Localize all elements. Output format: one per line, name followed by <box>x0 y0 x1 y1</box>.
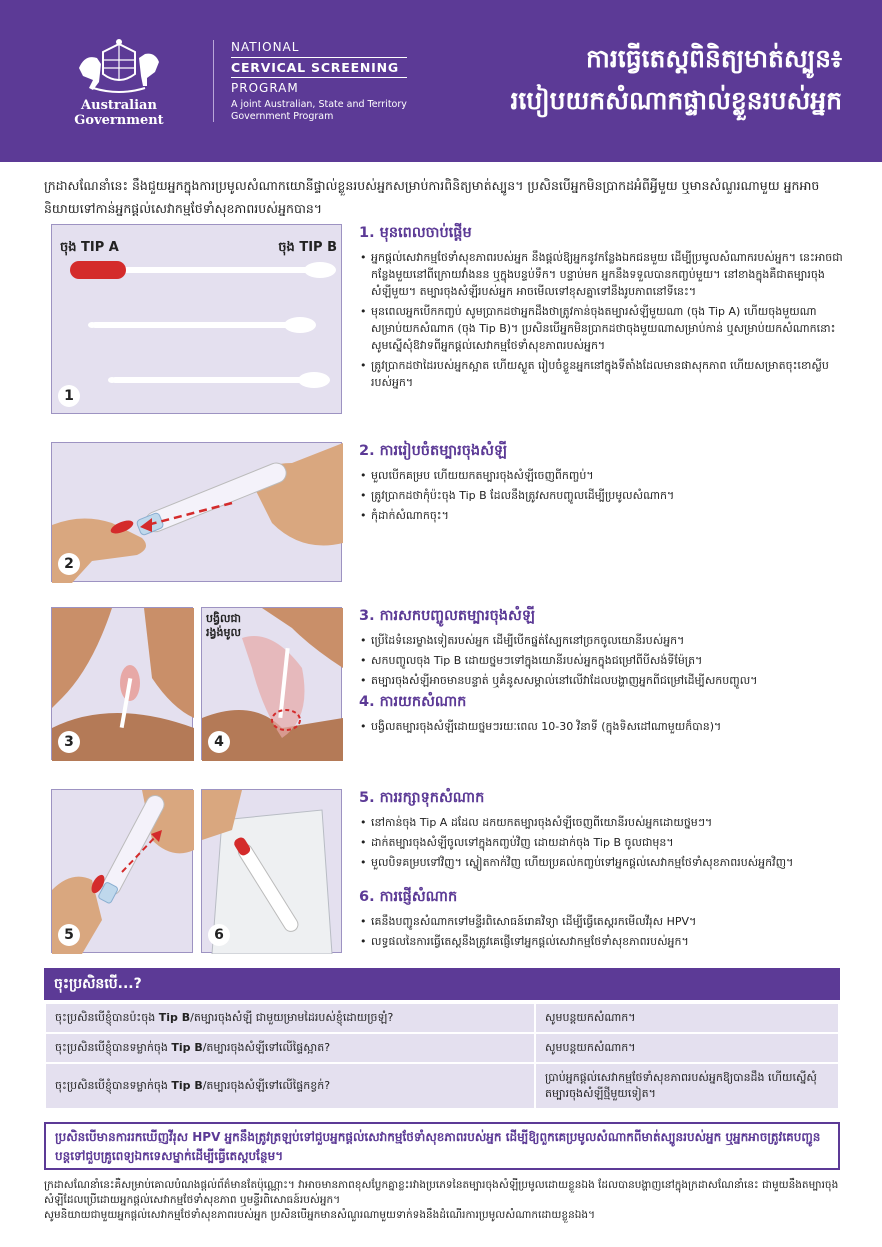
bullet-item: • មុនពេលអ្នកបើកកញ្ចប់ សូមប្រាកដថាអ្នកដឹងថាត្រូវកាន់ចុងតម្បារសំឡីមួយណា (ចុង Tip A) ហើយចុងមួយណាសម្រាប់យកសំណាក (ចុង Tip B)។ ប្រសិនបើអ្នកមិនប្រាកដថាចុងមួយណាសម្រាប់កាន់ ឬសម្រាប់យកសំណាកនោះ សូមស្នើសុំឱវាទពីអ្នកផ្ដល់សេវាកម្មថែទាំសុខភាពរបស់អ្នក។ <box>359 303 843 354</box>
bullet-item: • មួលបើកគម្រប ហើយយកតម្បារចុងសំឡីចេញពីកញ្ចប់។ <box>359 467 843 484</box>
bullet-item: • តម្បារចុងសំឡីអាចមានបន្ទាត់ ឬគំនូសសម្គាល់នៅលើវាដែលបង្ហាញអ្នកពីជម្រៅដើម្បីសកបញ្ចូល។ <box>359 672 843 689</box>
question-text: ចុះប្រសិនបើខ្ញុំបានប៉ះចុង <box>55 1011 159 1024</box>
bullet-item: • ដាក់តម្បារចុងសំឡីចូលទៅក្នុងកញ្ចប់វិញ ដោយដាក់ចុង Tip B ចូលជាមុន។ <box>359 834 843 851</box>
bullet-list <box>359 913 843 950</box>
section-title: 2. ការរៀបចំតម្បារចុងសំឡី <box>359 443 508 459</box>
footer-line1: ក្រដាសណែនាំនេះគឺសម្រាប់គោលបំណងផ្ដល់ព័ត៌មានតែប៉ុណ្ណោះ។ វាអាចមានភាពខុសប្លែកគ្នាខ្លះរវាងប្រភេទនៃតម្បារចុងសំឡីប្រមូលដោយខ្លួនឯង ដែលបានបង្ហាញនៅក្នុងក្រដាសណែនាំនេះ ជាមួយនឹងតម្បារចុងសំឡីដែលប្រើដោយអ្នកផ្ដល់សេវាកម្មថែទាំសុខភាព ឬមន្ទីរពិសោធន៍របស់អ្នក។ <box>44 1179 839 1206</box>
illustration-bag <box>201 789 342 953</box>
section-store-sample <box>359 789 843 874</box>
program-line-cervical: CERVICAL SCREENING <box>231 57 407 78</box>
section-send-sample <box>359 888 843 953</box>
page-title <box>510 38 842 122</box>
swab-plain <box>88 317 316 333</box>
program-joint-line2: Government Program <box>231 111 334 122</box>
section-title: 3. ការសកបញ្ចូលតម្បារចុងសំឡី <box>359 608 535 624</box>
table-row <box>45 1063 839 1109</box>
section-before-start <box>359 224 843 394</box>
bullet-item: • លទ្ធផលនៃការធ្វើតេស្តនឹងត្រូវគេផ្ញើទៅអ្នកផ្ដល់សេវាកម្មថែទាំសុខភាពរបស់អ្នក។ <box>359 933 843 950</box>
bullet-item: • ត្រូវប្រាកដថាកុំប៉ះចុង Tip B ដែលនឹងត្រូវសកបញ្ចូលដើម្បីប្រមូលសំណាក។ <box>359 487 843 504</box>
step-number: 4 <box>208 731 230 753</box>
bullet-list <box>359 632 843 689</box>
australian-government-logo <box>40 38 198 128</box>
intro-text: ក្រដាសណែនាំនេះ នឹងជួយអ្នកក្នុងការប្រមូលសំណាកយោនីផ្ទាល់ខ្លួនរបស់អ្នកសម្រាប់ការពិនិត្យមាត់ស្បូន។ ប្រសិនបើអ្នកមិនប្រាកដអំពីអ្វីមួយ ឬមានសំណួរណាមួយ អ្នកអាចនិយាយទៅកាន់អ្នកផ្ដល់សេវាកម្មថែទាំសុខភាពរបស់អ្នកបាន។ <box>44 178 820 216</box>
footer-disclaimer <box>44 1178 844 1223</box>
question-bold: Tip B <box>171 1079 203 1092</box>
section-insert-swab <box>359 607 843 692</box>
open-pack-drawing <box>52 443 343 583</box>
question-text: /តម្បារចុងសំឡី ជាមួយម្រាមដៃរបស់ខ្ញុំដោយច្រឡំ? <box>190 1011 394 1024</box>
bullet-list <box>359 814 843 871</box>
step-number: 5 <box>58 924 80 946</box>
page-header <box>0 0 882 162</box>
step-number: 2 <box>58 553 80 575</box>
answer-cell: សូមបន្តយកសំណាក។ <box>535 1033 839 1063</box>
bullet-list <box>359 467 843 524</box>
header-divider <box>213 40 214 122</box>
title-line1: ការធ្វើតេស្តពិនិត្យមាត់ស្បូន៖ <box>586 44 842 73</box>
section-title: 6. ការផ្ញើសំណាក <box>359 889 458 905</box>
bullet-item: • គេនឹងបញ្ជូនសំណាកទៅមន្ទីរពិសោធន៍រោគវិទ្យា ដើម្បីធ្វើតេស្តរកមើលវីរុស HPV។ <box>359 913 843 930</box>
program-joint-text <box>231 99 407 123</box>
program-joint-line1: A joint Australian, State and Territory <box>231 99 407 110</box>
answer-cell: សូមបន្តយកសំណាក។ <box>535 1003 839 1033</box>
bullet-item: • សកបញ្ចូលចុង Tip B ដោយថ្នមៗទៅក្នុងយោនីរបស់អ្នកក្នុងជម្រៅពីបីសង់ទីម៉ែត្រ។ <box>359 652 843 669</box>
bullet-item: • បង្វិលតម្បារចុងសំឡីដោយថ្នមៗរយៈពេល 10-30 វិនាទី (ក្នុងទិសដៅណាមួយក៏បាន)។ <box>359 718 843 735</box>
coat-of-arms-icon <box>73 38 165 94</box>
section-title: 4. ការយកសំណាក <box>359 694 467 710</box>
question-text: /តម្បារចុងសំឡីទៅលើផ្ទៃកខ្វក់? <box>202 1079 331 1092</box>
bullet-item: • កុំដាក់សំណាកចុះ។ <box>359 507 843 524</box>
swab-plain-2 <box>108 372 330 388</box>
bullet-item: • នៅកាន់ចុង Tip A ដដែល ដកយកតម្បារចុងសំឡីចេញពីយោនីរបស់អ្នកដោយថ្នមៗ។ <box>359 814 843 831</box>
rotate-label-line1: បង្វិលជា <box>206 612 241 625</box>
tip-a-label: ចុង TIP A <box>60 240 119 255</box>
what-if-heading: ចុះប្រសិនបើ...? <box>44 968 840 1000</box>
question-bold: Tip B <box>171 1041 203 1054</box>
tip-b-label: ចុង TIP B <box>278 240 337 255</box>
step-number: 6 <box>208 924 230 946</box>
swab-with-red-tip <box>70 261 336 279</box>
bullet-item: • ត្រូវប្រាកដថាដៃរបស់អ្នកស្អាត ហើយស្ងួត រៀបចំខ្លួនអ្នកនៅក្នុងទីតាំងដែលមានផាសុកភាព ហើយសម្រាតចុះខោស្លីបរបស់អ្នក។ <box>359 357 843 391</box>
rotate-label-line2: រង្វង់មូល <box>206 626 241 639</box>
program-line-program: PROGRAM <box>231 81 299 95</box>
question-bold: Tip B <box>158 1011 191 1024</box>
bullet-item: • ប្រើដៃទំនេរម្ខាងទៀតរបស់អ្នក ដើម្បីបើកផ្នត់ស្បែកនៅច្រកចូលយោនីរបស់អ្នក។ <box>359 632 843 649</box>
program-line-national: NATIONAL <box>231 40 300 54</box>
question-cell <box>45 1003 535 1033</box>
bullet-list <box>359 249 843 391</box>
hpv-notice: ប្រសិនបើមានការរកឃើញវីរុស HPV អ្នកនឹងត្រូវត្រឡប់ទៅជួបអ្នកផ្ដល់សេវាកម្មថែទាំសុខភាពរបស់អ្នក ដើម្បីឱ្យពួកគេប្រមូលសំណាកពីមាត់ស្បូនរបស់អ្នក ឬអ្នកអាចត្រូវគេបញ្ជូនបន្តទៅជួបគ្រូពេទ្យឯកទេសម្នាក់ដើម្បីធ្វើតេស្តបន្ថែម។ <box>44 1122 840 1170</box>
illustration-insert-swab <box>51 607 193 760</box>
section-title: 5. ការរក្សាទុកសំណាក <box>359 790 485 806</box>
answer-cell: ប្រាប់អ្នកផ្ដល់សេវាកម្មថែទាំសុខភាពរបស់អ្នកឱ្យបានដឹង ហើយស្នើសុំតម្បារចុងសំឡីថ្មីមួយទៀត។ <box>535 1063 839 1109</box>
program-logo <box>231 40 407 123</box>
step-number: 1 <box>58 385 80 407</box>
footer-line2: សូមនិយាយជាមួយអ្នកផ្ដល់សេវាកម្មថែទាំសុខភាពរបស់អ្នក ប្រសិនបើអ្នកមានសំណួរណាមួយទាក់ទងនឹងដំណើរការប្រមូលសំណាកដោយខ្លួនឯង។ <box>44 1209 595 1221</box>
step-number: 3 <box>58 731 80 753</box>
section-title: 1. មុនពេលចាប់ផ្ដើម <box>359 225 472 241</box>
title-line2: របៀបយកសំណាកផ្ទាល់ខ្លួនរបស់អ្នក <box>510 86 842 115</box>
illustration-open-pack <box>51 442 342 582</box>
rotate-label <box>206 612 241 640</box>
question-text: ចុះប្រសិនបើខ្ញុំបានទម្លាក់ចុង <box>55 1041 172 1054</box>
what-if-table <box>44 1002 840 1110</box>
illustration-swabs <box>51 224 342 414</box>
question-text: /តម្បារចុងសំឡីទៅលើផ្ទៃស្អាត? <box>202 1041 331 1054</box>
section-prepare-swab <box>359 442 843 527</box>
table-row <box>45 1033 839 1063</box>
section-take-sample <box>359 693 843 738</box>
government-name: Australian Government <box>74 98 164 128</box>
question-cell <box>45 1033 535 1063</box>
illustration-rotate-swab <box>201 607 342 760</box>
table-row <box>45 1003 839 1033</box>
bullet-item: • អ្នកផ្ដល់សេវាកម្មថែទាំសុខភាពរបស់អ្នក នឹងផ្ដល់ឱ្យអ្នកនូវកន្លែងឯកជនមួយ ដើម្បីប្រមូលសំណាករបស់អ្នក។ នេះអាចជាកន្លែងមួយនៅពីក្រោយវាំងនន ឬក្នុងបន្ទប់ទឹក។ បន្ទាប់មក អ្នកនឹងទទួលបានកញ្ចប់មួយ។ នៅខាងក្នុងគឺជាតម្បារចុងសំឡីមួយ។ តម្បារចុងសំឡីរបស់អ្នក អាចមើលទៅខុសគ្នាទៅនឹងរូបភាពនៅទីនេះ។ <box>359 249 843 300</box>
bullet-item: • មួលបិទគម្របទៅវិញ។ ស្នៀតកាក់វិញ ហើយប្រគល់កញ្ចប់ទៅអ្នកផ្ដល់សេវាកម្មថែទាំសុខភាពរបស់អ្នកវិញ។ <box>359 854 843 871</box>
question-cell <box>45 1063 535 1109</box>
return-tube <box>96 792 167 905</box>
illustration-return-swab <box>51 789 193 953</box>
bullet-list <box>359 718 843 735</box>
question-text: ចុះប្រសិនបើខ្ញុំបានទម្លាក់ចុង <box>55 1079 172 1092</box>
